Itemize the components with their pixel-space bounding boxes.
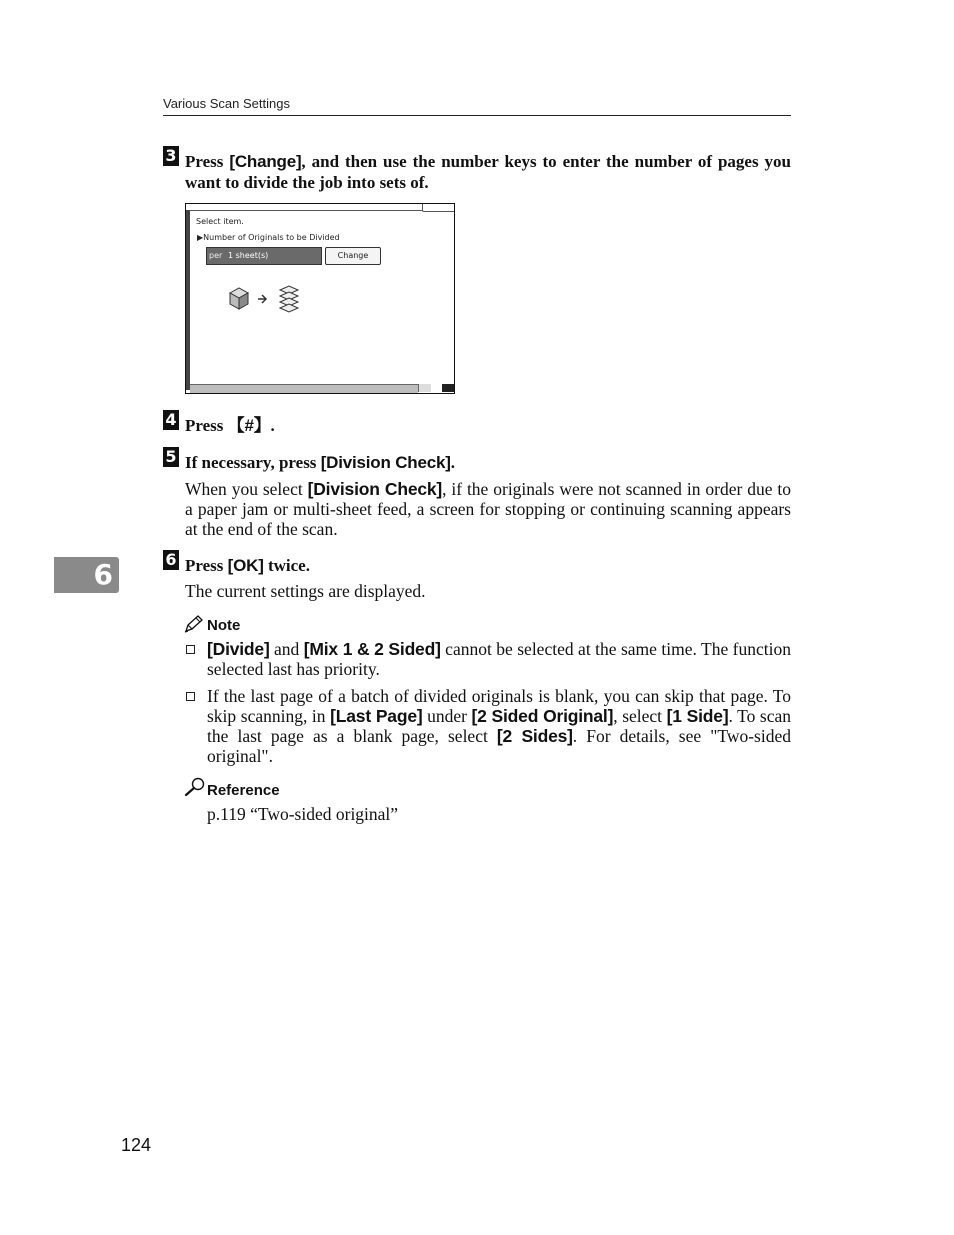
ok-key-label: [OK] — [227, 556, 264, 575]
select-item-label: Select item. — [196, 217, 244, 226]
change-button[interactable]: Change — [325, 247, 381, 265]
hash-key-label: 【#】 — [227, 416, 271, 435]
step-6-instruction: Press [OK] twice. — [185, 556, 310, 575]
step-number: 4 — [163, 410, 179, 430]
note-item: If the last page of a batch of divided originals is blank, you can skip that page. To skip scanning, in [Last Page] under [2 Sided Original], select [1 Side]. To scan the last page as a blank page, select [2 Sides]. For details, see "Two-sided original". — [207, 686, 792, 766]
reference-heading: Reference — [207, 782, 280, 799]
screen-title-strip — [186, 204, 454, 211]
reference-link[interactable]: p.119 “Two-sided original” — [207, 804, 399, 824]
screen-left-edge — [186, 210, 190, 390]
checkbox-bullet-icon — [186, 645, 195, 654]
divide-illustration-icon — [226, 284, 306, 318]
change-key-label: [Change] — [229, 152, 302, 171]
running-header: Various Scan Settings — [163, 96, 290, 111]
screen-top-button — [422, 204, 455, 212]
sheets-value-field: per 1 sheet(s) — [206, 247, 322, 265]
checkbox-bullet-icon — [186, 692, 195, 701]
pencil-icon — [184, 615, 204, 633]
screen-bottom-segment — [418, 384, 431, 392]
step-4-instruction: Press 【#】. — [185, 416, 275, 435]
chapter-tab: 6 — [54, 557, 119, 593]
page-number: 124 — [121, 1135, 152, 1155]
option-label: ▶Number of Originals to be Divided — [197, 233, 340, 242]
header-rule — [163, 115, 791, 116]
screen-corner-block — [442, 384, 454, 392]
step-number: 5 — [163, 447, 179, 467]
division-check-key-label: [Division Check] — [320, 453, 451, 472]
step-6-description: The current settings are displayed. — [185, 581, 426, 601]
step-3-instruction: Press [Change], and then use the number keys to enter the number of pages you want to divide the job into sets of. — [185, 152, 791, 192]
step-number: 6 — [163, 550, 179, 570]
device-screen-illustration — [185, 203, 455, 394]
note-heading: Note — [207, 617, 241, 634]
magnifier-icon — [184, 777, 206, 797]
step-5-description: When you select [Division Check], if the originals were not scanned in order due to a paper jam or multi-sheet feed, a screen for stopping or continuing scanning appears at the end of the scan. — [185, 479, 791, 539]
step-number: 3 — [163, 146, 179, 166]
step-5-instruction: If necessary, press [Division Check]. — [185, 453, 455, 472]
note-item: [Divide] and [Mix 1 & 2 Sided] cannot be selected at the same time. The function selected last has priority. — [207, 639, 791, 679]
screen-bottom-bar — [190, 384, 418, 393]
